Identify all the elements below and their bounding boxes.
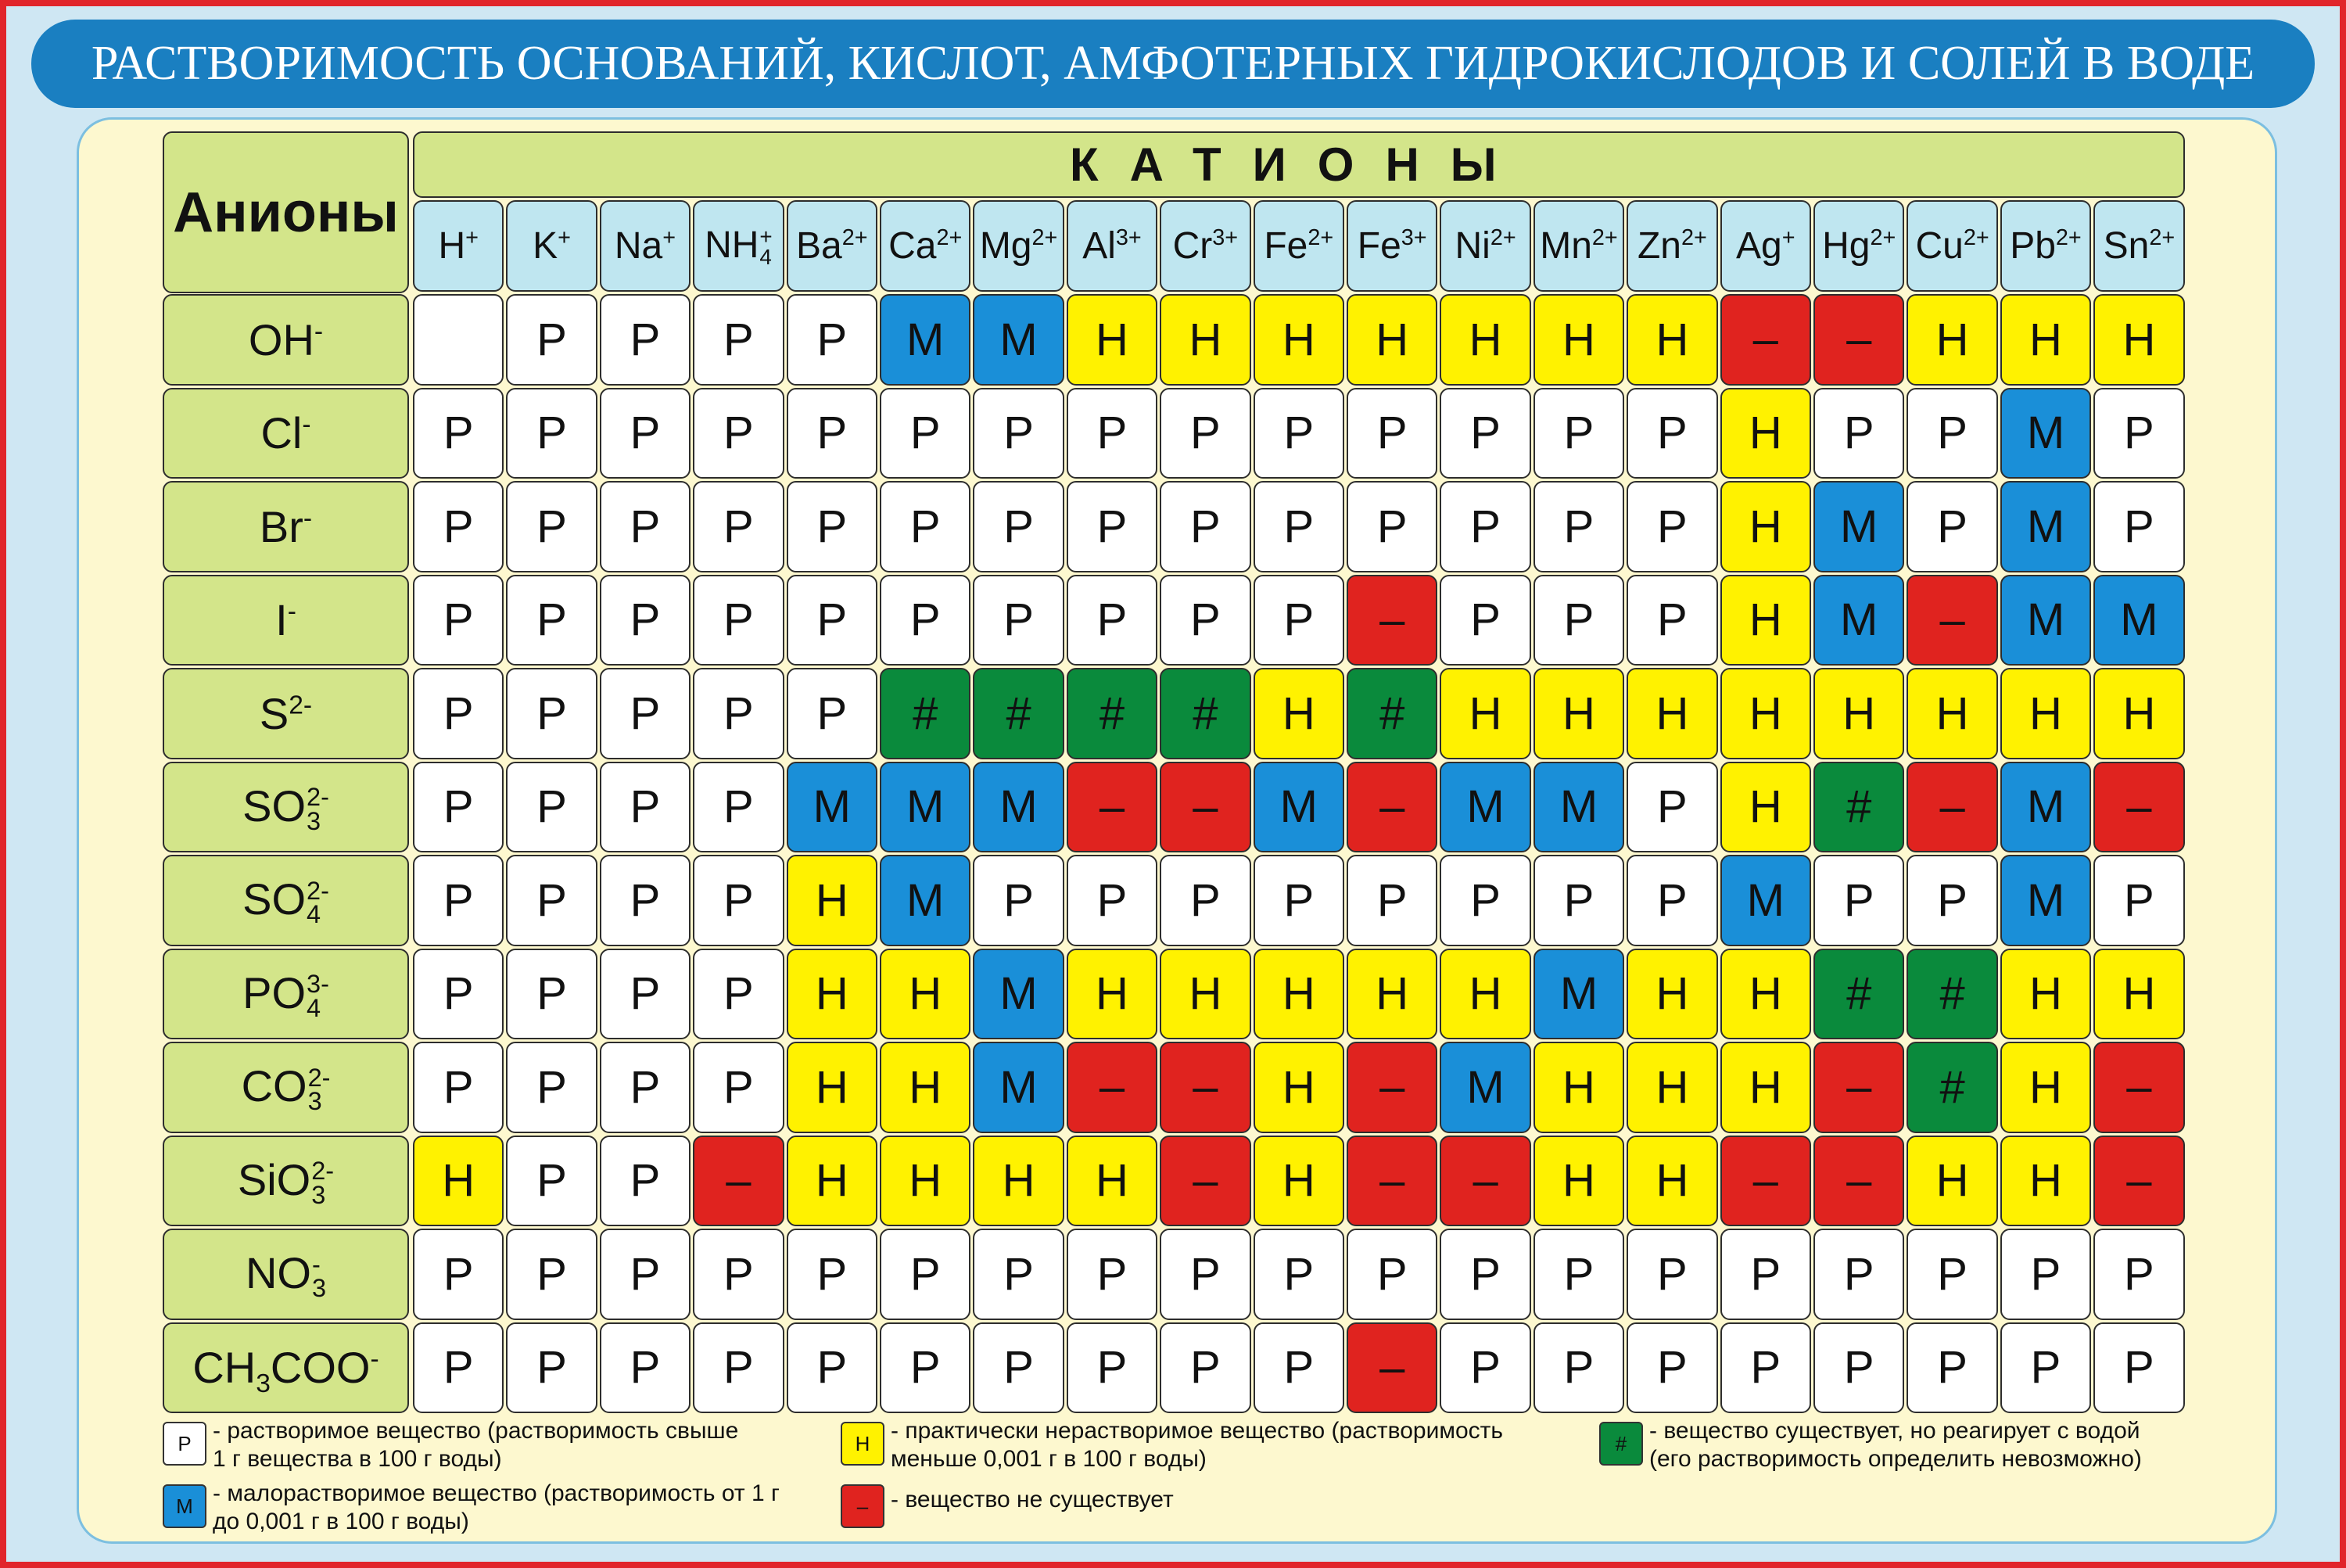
solubility-cell: Н bbox=[1627, 1042, 1717, 1133]
solubility-cell: Р bbox=[1067, 481, 1157, 572]
solubility-cell: – bbox=[1067, 1042, 1157, 1133]
anion-header: NO - 3 bbox=[163, 1229, 409, 1320]
solubility-cell: Р bbox=[693, 481, 784, 572]
solubility-cell: – bbox=[1160, 1042, 1250, 1133]
solubility-cell: Р bbox=[506, 1136, 597, 1227]
solubility-cell: Н bbox=[1254, 949, 1344, 1040]
solubility-cell: Н bbox=[1067, 1136, 1157, 1227]
solubility-cell: – bbox=[1067, 762, 1157, 853]
anion-header: OH- bbox=[163, 294, 409, 386]
solubility-cell: М bbox=[787, 762, 877, 853]
solubility-cell: Р bbox=[1627, 575, 1717, 666]
solubility-cell: – bbox=[1813, 1136, 1904, 1227]
solubility-cell: Р bbox=[1627, 481, 1717, 572]
solubility-cell: Р bbox=[600, 1229, 691, 1320]
solubility-cell: М bbox=[1534, 762, 1624, 853]
solubility-cell: Р bbox=[1907, 1229, 1997, 1320]
solubility-cell: Н bbox=[2000, 1042, 2091, 1133]
solubility-cell: М bbox=[1813, 575, 1904, 666]
solubility-cell: – bbox=[1813, 1042, 1904, 1133]
solubility-cell: # bbox=[1907, 949, 1997, 1040]
solubility-cell: М bbox=[1720, 855, 1811, 946]
solubility-cell: Р bbox=[1534, 855, 1624, 946]
solubility-cell: Р bbox=[973, 388, 1064, 479]
solubility-cell: Р bbox=[973, 855, 1064, 946]
solubility-cell: Н bbox=[1534, 1136, 1624, 1227]
solubility-cell: Н bbox=[1254, 668, 1344, 759]
solubility-cell: Н bbox=[2093, 949, 2184, 1040]
solubility-cell: – bbox=[1813, 294, 1904, 386]
solubility-cell: Р bbox=[600, 481, 691, 572]
solubility-cell: Р bbox=[693, 1322, 784, 1414]
solubility-cell: Р bbox=[973, 1322, 1064, 1414]
solubility-cell: Р bbox=[1160, 855, 1250, 946]
solubility-cell: Р bbox=[787, 575, 877, 666]
solubility-cell: Н bbox=[2000, 668, 2091, 759]
solubility-cell: Н bbox=[1534, 1042, 1624, 1133]
solubility-cell: М bbox=[973, 294, 1064, 386]
solubility-cell: Н bbox=[1627, 949, 1717, 1040]
solubility-cell: Р bbox=[600, 575, 691, 666]
solubility-cell: Р bbox=[1813, 388, 1904, 479]
solubility-cell: Р bbox=[1534, 1322, 1624, 1414]
solubility-cell: – bbox=[1440, 1136, 1530, 1227]
solubility-cell: Р bbox=[600, 762, 691, 853]
solubility-cell: – bbox=[1347, 1322, 1437, 1414]
solubility-cell: М bbox=[2000, 855, 2091, 946]
solubility-cell: Р bbox=[973, 575, 1064, 666]
cations-header: КАТИОНЫ bbox=[413, 131, 2185, 198]
cation-header: Na+ bbox=[600, 200, 691, 292]
solubility-cell: Р bbox=[693, 388, 784, 479]
solubility-cell: М bbox=[973, 762, 1064, 853]
solubility-cell: Р bbox=[413, 388, 504, 479]
solubility-cell: М bbox=[1813, 481, 1904, 572]
cation-header: $Zn^{2+}$ bbox=[1627, 200, 1717, 292]
solubility-cell: Р bbox=[600, 294, 691, 386]
solubility-cell: М bbox=[1440, 1042, 1530, 1133]
solubility-cell: М bbox=[973, 1042, 1064, 1133]
solubility-cell: Р bbox=[880, 481, 970, 572]
solubility-cell: Н bbox=[1720, 388, 1811, 479]
solubility-cell: Р bbox=[973, 1229, 1064, 1320]
solubility-cell: – bbox=[1347, 1042, 1437, 1133]
solubility-cell: Н bbox=[413, 1136, 504, 1227]
solubility-cell: Н bbox=[1534, 294, 1624, 386]
solubility-cell: – bbox=[1720, 294, 1811, 386]
solubility-cell: Р bbox=[693, 294, 784, 386]
solubility-cell: Р bbox=[506, 1322, 597, 1414]
solubility-cell: Н bbox=[1813, 668, 1904, 759]
anion-header: PO 3- 4 bbox=[163, 949, 409, 1040]
solubility-cell: Р bbox=[506, 1042, 597, 1133]
solubility-cell: Н bbox=[1160, 949, 1250, 1040]
solubility-cell: Н bbox=[1907, 294, 1997, 386]
solubility-cell: Р bbox=[1440, 1322, 1530, 1414]
solubility-cell: Н bbox=[1720, 481, 1811, 572]
solubility-cell: Н bbox=[1440, 294, 1530, 386]
solubility-cell: Н bbox=[1534, 668, 1624, 759]
solubility-cell: Р bbox=[1067, 1229, 1157, 1320]
solubility-cell: Р bbox=[880, 1229, 970, 1320]
solubility-cell: # bbox=[1160, 668, 1250, 759]
solubility-cell: Р bbox=[506, 762, 597, 853]
solubility-cell: Н bbox=[880, 1136, 970, 1227]
solubility-cell: Р bbox=[693, 762, 784, 853]
solubility-cell: Р bbox=[1627, 855, 1717, 946]
anion-header: Cl- bbox=[163, 388, 409, 479]
solubility-cell bbox=[413, 294, 504, 386]
solubility-cell: Р bbox=[506, 294, 597, 386]
cation-header: NH + 4 bbox=[693, 200, 784, 292]
solubility-cell: Н bbox=[2093, 294, 2184, 386]
solubility-cell: Р bbox=[1534, 481, 1624, 572]
solubility-cell: Р bbox=[973, 481, 1064, 572]
solubility-cell: Н bbox=[880, 1042, 970, 1133]
solubility-cell: Р bbox=[880, 1322, 970, 1414]
anion-header: $CH_3COO^-$ bbox=[163, 1322, 409, 1414]
solubility-cell: Р bbox=[880, 575, 970, 666]
solubility-cell: Р bbox=[2093, 481, 2184, 572]
solubility-cell: Р bbox=[2093, 855, 2184, 946]
solubility-cell: Р bbox=[693, 668, 784, 759]
solubility-cell: Р bbox=[693, 1042, 784, 1133]
solubility-cell: М bbox=[1254, 762, 1344, 853]
solubility-cell: Р bbox=[1347, 1229, 1437, 1320]
solubility-cell: Р bbox=[506, 949, 597, 1040]
solubility-cell: Р bbox=[506, 388, 597, 479]
solubility-cell: Р bbox=[413, 668, 504, 759]
legend-description: - практически нерастворимое вещество (растворимость меньше 0,001 г в 100 г воды) bbox=[891, 1418, 1504, 1472]
solubility-cell: # bbox=[1347, 668, 1437, 759]
poster-title: РАСТВОРИМОСТЬ ОСНОВАНИЙ, КИСЛОТ, АМФОТЕРНЫХ ГИДРОКИСЛОДОВ И СОЛЕЙ В ВОДЕ bbox=[31, 20, 2315, 108]
solubility-cell: Н bbox=[1347, 294, 1437, 386]
solubility-cell: # bbox=[1813, 762, 1904, 853]
legend-swatch: # bbox=[1599, 1422, 1643, 1466]
cation-header: $Fe^{2+}$ bbox=[1254, 200, 1344, 292]
solubility-cell: Н bbox=[787, 1136, 877, 1227]
solubility-cell: М bbox=[2093, 575, 2184, 666]
cation-header: H+ bbox=[413, 200, 504, 292]
solubility-cell: Р bbox=[787, 1229, 877, 1320]
cation-header: $Cr^{3+}$ bbox=[1160, 200, 1250, 292]
solubility-cell: Н bbox=[1627, 1136, 1717, 1227]
solubility-cell: М bbox=[880, 294, 970, 386]
cation-header: $Ni^{2+}$ bbox=[1440, 200, 1530, 292]
solubility-cell: Н bbox=[1720, 949, 1811, 1040]
solubility-cell: Р bbox=[600, 1042, 691, 1133]
anions-header: Анионы bbox=[163, 131, 409, 293]
solubility-cell: Р bbox=[2093, 388, 2184, 479]
legend-swatch: – bbox=[841, 1484, 884, 1528]
solubility-cell: Р bbox=[1347, 855, 1437, 946]
solubility-cell: Р bbox=[1440, 855, 1530, 946]
solubility-cell: Р bbox=[787, 668, 877, 759]
solubility-cell: Р bbox=[1907, 855, 1997, 946]
cation-header: $Mn^{2+}$ bbox=[1534, 200, 1624, 292]
solubility-cell: Р bbox=[1254, 575, 1344, 666]
solubility-cell: Н bbox=[1907, 1136, 1997, 1227]
solubility-cell: Н bbox=[2000, 949, 2091, 1040]
solubility-cell: Р bbox=[413, 1229, 504, 1320]
solubility-cell: М bbox=[880, 762, 970, 853]
solubility-cell: Р bbox=[1160, 388, 1250, 479]
solubility-cell: Р bbox=[1347, 481, 1437, 572]
solubility-cell: Н bbox=[1627, 668, 1717, 759]
solubility-cell: Н bbox=[1720, 575, 1811, 666]
solubility-cell: Р bbox=[600, 1136, 691, 1227]
solubility-cell: Р bbox=[600, 1322, 691, 1414]
solubility-cell: # bbox=[880, 668, 970, 759]
cation-header: $Ca^{2+}$ bbox=[880, 200, 970, 292]
solubility-cell: Р bbox=[1813, 1322, 1904, 1414]
solubility-cell: Р bbox=[1907, 1322, 1997, 1414]
solubility-cell: Р bbox=[600, 388, 691, 479]
solubility-cell: Р bbox=[506, 855, 597, 946]
solubility-cell: Р bbox=[1440, 388, 1530, 479]
solubility-cell: Р bbox=[1160, 1229, 1250, 1320]
solubility-cell: Р bbox=[880, 388, 970, 479]
solubility-cell: Р bbox=[1627, 762, 1717, 853]
solubility-cell: М bbox=[2000, 388, 2091, 479]
solubility-cell: М bbox=[973, 949, 1064, 1040]
solubility-cell: – bbox=[693, 1136, 784, 1227]
solubility-cell: Р bbox=[1720, 1229, 1811, 1320]
solubility-cell: Р bbox=[1254, 1322, 1344, 1414]
cation-header: $Fe^{3+}$ bbox=[1347, 200, 1437, 292]
solubility-cell: Р bbox=[1254, 855, 1344, 946]
solubility-cell: Р bbox=[413, 949, 504, 1040]
solubility-cell: Р bbox=[1534, 388, 1624, 479]
solubility-cell: Р bbox=[1720, 1322, 1811, 1414]
legend-description: - малорастворимое вещество (растворимость от 1 г до 0,001 г в 100 г воды) bbox=[213, 1480, 780, 1534]
anion-header: I- bbox=[163, 575, 409, 666]
solubility-cell: Р bbox=[787, 1322, 877, 1414]
solubility-cell: М bbox=[880, 855, 970, 946]
legend-swatch: Н bbox=[841, 1422, 884, 1466]
solubility-cell: Р bbox=[1254, 388, 1344, 479]
solubility-cell: Р bbox=[1813, 1229, 1904, 1320]
anion-header: SO 2- 3 bbox=[163, 762, 409, 853]
cation-header: $Ba^{2+}$ bbox=[787, 200, 877, 292]
solubility-cell: Р bbox=[1254, 1229, 1344, 1320]
solubility-cell: М bbox=[2000, 575, 2091, 666]
solubility-cell: Н bbox=[787, 855, 877, 946]
solubility-cell: Н bbox=[2093, 668, 2184, 759]
solubility-cell: Р bbox=[1440, 1229, 1530, 1320]
solubility-cell: Н bbox=[1907, 668, 1997, 759]
solubility-cell: Н bbox=[1720, 1042, 1811, 1133]
solubility-cell: – bbox=[1907, 575, 1997, 666]
solubility-cell: Р bbox=[413, 855, 504, 946]
solubility-cell: Р bbox=[1347, 388, 1437, 479]
solubility-cell: Р bbox=[600, 949, 691, 1040]
solubility-cell: Р bbox=[600, 668, 691, 759]
solubility-cell: Р bbox=[787, 481, 877, 572]
solubility-cell: Р bbox=[506, 481, 597, 572]
anion-header: CO 2- 3 bbox=[163, 1042, 409, 1133]
solubility-cell: – bbox=[1347, 762, 1437, 853]
anion-header: SO 2- 4 bbox=[163, 855, 409, 946]
solubility-cell: Р bbox=[1067, 388, 1157, 479]
anion-header: $S^{2-}$ bbox=[163, 668, 409, 759]
solubility-cell: Р bbox=[600, 855, 691, 946]
solubility-cell: Р bbox=[1627, 1229, 1717, 1320]
solubility-cell: Р bbox=[413, 575, 504, 666]
solubility-cell: – bbox=[1160, 762, 1250, 853]
solubility-cell: Р bbox=[1627, 1322, 1717, 1414]
solubility-cell: Р bbox=[787, 294, 877, 386]
solubility-cell: – bbox=[2093, 762, 2184, 853]
solubility-cell: Р bbox=[506, 668, 597, 759]
solubility-cell: Р bbox=[693, 855, 784, 946]
solubility-cell: Р bbox=[1534, 1229, 1624, 1320]
solubility-cell: Р bbox=[413, 1322, 504, 1414]
solubility-cell: # bbox=[1067, 668, 1157, 759]
solubility-cell: Р bbox=[1534, 575, 1624, 666]
solubility-cell: Р bbox=[1160, 575, 1250, 666]
solubility-cell: Р bbox=[1067, 575, 1157, 666]
solubility-cell: Н bbox=[1067, 949, 1157, 1040]
solubility-cell: – bbox=[2093, 1136, 2184, 1227]
solubility-cell: М bbox=[2000, 762, 2091, 853]
solubility-cell: Р bbox=[1907, 388, 1997, 479]
solubility-cell: Р bbox=[1067, 855, 1157, 946]
solubility-cell: Н bbox=[2000, 294, 2091, 386]
solubility-cell: Р bbox=[1813, 855, 1904, 946]
solubility-cell: Р bbox=[2093, 1229, 2184, 1320]
solubility-cell: Н bbox=[1347, 949, 1437, 1040]
solubility-cell: Н bbox=[1720, 762, 1811, 853]
solubility-cell: Н bbox=[1440, 668, 1530, 759]
solubility-cell: Р bbox=[2000, 1322, 2091, 1414]
solubility-cell: Р bbox=[693, 575, 784, 666]
solubility-cell: Р bbox=[693, 1229, 784, 1320]
cation-header: $Hg^{2+}$ bbox=[1813, 200, 1904, 292]
solubility-cell: Р bbox=[693, 949, 784, 1040]
solubility-cell: Р bbox=[1160, 1322, 1250, 1414]
solubility-cell: Н bbox=[1160, 294, 1250, 386]
cation-header: $Cu^{2+}$ bbox=[1907, 200, 1997, 292]
legend-swatch: М bbox=[163, 1484, 206, 1528]
solubility-cell: Р bbox=[1160, 481, 1250, 572]
solubility-cell: – bbox=[1347, 1136, 1437, 1227]
solubility-cell: – bbox=[1720, 1136, 1811, 1227]
legend-description: - вещество существует, но реагирует с водой (его растворимость определить невозможно) bbox=[1649, 1418, 2142, 1472]
solubility-cell: Р bbox=[1440, 575, 1530, 666]
solubility-cell: Н bbox=[973, 1136, 1064, 1227]
solubility-cell: Н bbox=[787, 949, 877, 1040]
solubility-cell: М bbox=[2000, 481, 2091, 572]
solubility-cell: Н bbox=[880, 949, 970, 1040]
solubility-cell: – bbox=[1907, 762, 1997, 853]
solubility-cell: – bbox=[2093, 1042, 2184, 1133]
solubility-cell: Н bbox=[1254, 294, 1344, 386]
cation-header: $Al^{3+}$ bbox=[1067, 200, 1157, 292]
solubility-cell: Р bbox=[413, 1042, 504, 1133]
cation-header: $Sn^{2+}$ bbox=[2093, 200, 2184, 292]
solubility-cell: Н bbox=[2000, 1136, 2091, 1227]
cation-header: Ag+ bbox=[1720, 200, 1811, 292]
solubility-cell: Р bbox=[2000, 1229, 2091, 1320]
legend-description: - вещество не существует bbox=[891, 1487, 1174, 1512]
solubility-cell: Н bbox=[1067, 294, 1157, 386]
solubility-cell: – bbox=[1160, 1136, 1250, 1227]
solubility-cell: М bbox=[1534, 949, 1624, 1040]
cation-header: K+ bbox=[506, 200, 597, 292]
solubility-cell: Н bbox=[1440, 949, 1530, 1040]
solubility-cell: М bbox=[1440, 762, 1530, 853]
solubility-cell: – bbox=[1347, 575, 1437, 666]
cation-header: $Mg^{2+}$ bbox=[973, 200, 1064, 292]
solubility-cell: Р bbox=[1440, 481, 1530, 572]
solubility-cell: Н bbox=[1254, 1042, 1344, 1133]
solubility-cell: Р bbox=[1254, 481, 1344, 572]
anion-header: Br- bbox=[163, 481, 409, 572]
legend-swatch: Р bbox=[163, 1422, 206, 1466]
solubility-cell: Р bbox=[1627, 388, 1717, 479]
solubility-cell: Р bbox=[1067, 1322, 1157, 1414]
solubility-cell: Р bbox=[506, 575, 597, 666]
solubility-cell: # bbox=[1907, 1042, 1997, 1133]
solubility-cell: Р bbox=[787, 388, 877, 479]
solubility-cell: Н bbox=[787, 1042, 877, 1133]
solubility-cell: Р bbox=[1907, 481, 1997, 572]
solubility-cell: # bbox=[1813, 949, 1904, 1040]
solubility-cell: Н bbox=[1720, 668, 1811, 759]
solubility-cell: Н bbox=[1627, 294, 1717, 386]
solubility-cell: Н bbox=[1254, 1136, 1344, 1227]
cation-header: $Pb^{2+}$ bbox=[2000, 200, 2091, 292]
solubility-cell: Р bbox=[413, 762, 504, 853]
solubility-cell: Р bbox=[506, 1229, 597, 1320]
solubility-cell: Р bbox=[2093, 1322, 2184, 1414]
legend-description: - растворимое вещество (растворимость свыше 1 г вещества в 100 г воды) bbox=[213, 1418, 739, 1472]
solubility-cell: # bbox=[973, 668, 1064, 759]
solubility-cell: Р bbox=[413, 481, 504, 572]
anion-header: SiO 2- 3 bbox=[163, 1136, 409, 1227]
